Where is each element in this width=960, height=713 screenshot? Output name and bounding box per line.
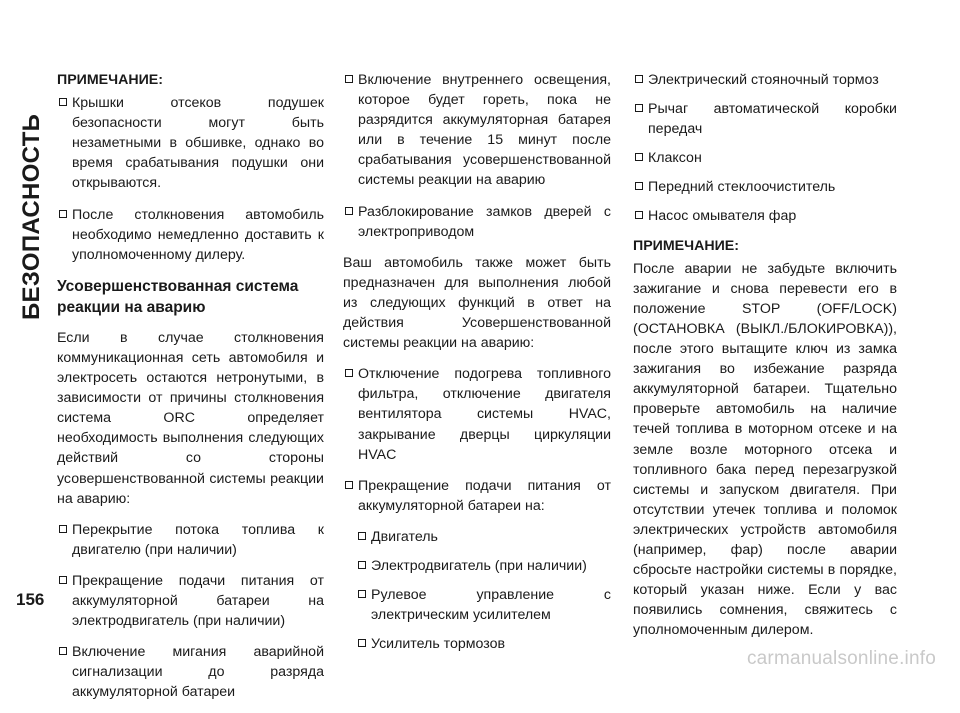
list-item: Электрический стояночный тормоз [633,70,897,90]
watermark: carmanualsonline.info [746,648,936,669]
list-item: Отключение подогрева топливного фильтра, отключение двигателя вентилятора системы HVAC, закрывание дверцы циркуляции HVAC [343,364,611,464]
list-item: Рычаг автоматической коробки передач [633,99,897,139]
list-item: Включение мигания аварийной сигнализации до разряда аккумуляторной батареи [57,642,324,702]
note-heading: ПРИМЕЧАНИЕ: [633,237,739,254]
function-list [343,364,611,516]
note-list [57,93,324,265]
note-paragraph: После аварии не забудьте включить зажигание и снова перевести его в положение STOP (OFF/LOCK) (ОСТАНОВКА (ВЫКЛ./БЛОКИРОВКА)), после этого вытащите ключ из замка зажигания во избежание разряда аккумуляторной батареи. Тщательно проверьте автомобиль на наличие течей топлива в моторном отсеке и на земле возле моторного отсека и топливного бака перед перезагрузкой системы и запуском двигателя. При отсутствии утечек топлива и поломок электрических устройств автомобиля (например, фар) после аварии сбросьте настройки системы в порядке, который указан ниже. Если у вас появились сомнения, свяжитесь с уполномоченным дилером. [633,260,897,639]
list-item: Включение внутреннего освещения, которое будет гореть, пока не разрядится аккумуляторная батарея или в течение 15 минут после срабатывания усовершенствованной системы реакции на аварию [343,70,611,191]
page-number: 156 [16,590,45,609]
power-cut-list-continued [633,70,897,227]
list-item: Прекращение подачи питания от аккумуляторной батареи на: [343,476,611,516]
list-item: Клаксон [633,148,897,168]
list-item: После столкновения автомобиль необходимо немедленно доставить к уполномоченному дилеру. [57,205,324,265]
column-3 [633,70,897,651]
column-2 [343,70,611,663]
action-list-continued [343,70,611,242]
intro-paragraph: Ваш автомобиль также может быть предназначен для выполнения любой из следующих функций в ответ на действия Усовершенствованной системы реакции на аварию: [343,254,611,352]
list-item: Передний стеклоочиститель [633,177,897,197]
section-title: Усовершенствованная система реакции на аварию [57,277,299,316]
section-side-tab-label: БЕЗОПАСНОСТЬ [18,113,45,320]
list-item: Прекращение подачи питания от аккумуляторной батареи на электродвигатель (при наличии) [57,571,324,631]
action-list [57,520,324,703]
list-item: Крышки отсеков подушек безопасности могут быть незаметными в обшивке, однако во время срабатывания подушки они открываются. [57,93,324,193]
list-item: Электродвигатель (при наличии) [356,556,611,576]
list-item: Двигатель [356,527,611,547]
intro-paragraph: Если в случае столкновения коммуникационная сеть автомобиля и электросеть остаются нетронутыми, в зависимости от причины столкновения система ORC определяет необходимость выполнения следующих действий со стороны усовершенствованной системы реакции на аварию: [57,329,324,507]
list-item: Усилитель тормозов [356,634,611,654]
list-item: Разблокирование замков дверей с электроприводом [343,202,611,242]
list-item: Перекрытие потока топлива к двигателю (при наличии) [57,520,324,560]
power-cut-list [356,527,611,654]
list-item: Насос омывателя фар [633,206,897,226]
section-side-tab [14,70,50,590]
note-heading: ПРИМЕЧАНИЕ: [57,72,163,88]
column-1 [57,70,324,713]
list-item: Рулевое управление с электрическим усилителем [356,585,611,625]
